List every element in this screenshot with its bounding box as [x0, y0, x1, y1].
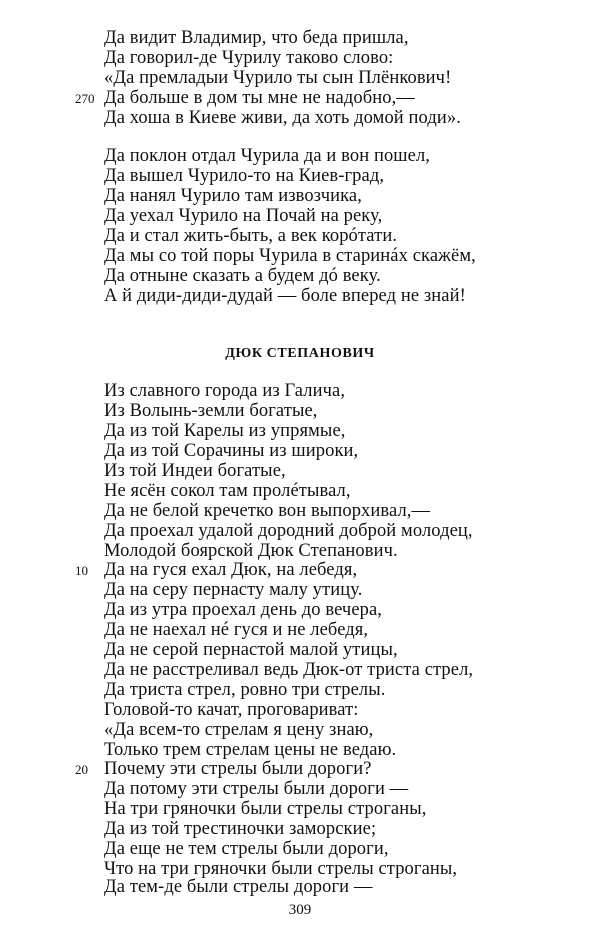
verse-line: Что на три гряночки были стрелы строганы, [104, 859, 458, 879]
verse-line: Не ясён сокол там пролéтывал, [104, 481, 351, 501]
verse-line: Почему эти стрелы были дороги? [104, 759, 372, 779]
verse-line: Да отныне сказать а будем дó веку. [104, 266, 381, 286]
verse-line: Да вышел Чурило-то на Киев-град, [104, 166, 385, 186]
verse-line: Да уехал Чурило на Почай на реку, [104, 206, 383, 226]
verse-line: Да проехал удалой дородний доброй молодец, [104, 521, 473, 541]
verse-line: Да и стал жить-быть, а век корóтати. [104, 226, 398, 246]
verse-line: Да на гуся ехал Дюк, на лебедя, [104, 560, 358, 580]
verse-line: Да не наехал нé гуся и не лебедя, [104, 620, 369, 640]
line-number: 270 [75, 91, 95, 106]
verse-line: Да из утра проехал день до вечера, [104, 600, 383, 620]
verse-line: Да на серу пернасту малу утицу. [104, 580, 363, 600]
verse-line: «Да всем-то стрелам я цену знаю, [104, 720, 374, 740]
verse-line: Молодой боярской Дюк Степанович. [104, 541, 398, 561]
verse-line: Да не серой пернастой малой утицы, [104, 640, 398, 660]
verse-line: Только трем стрелам цены не ведаю. [104, 740, 397, 760]
verse-line: «Да премладыи Чурило ты сын Плёнкович! [104, 68, 452, 88]
verse-line: Да больше в дом ты мне не надобно,— [104, 88, 415, 108]
verse-line: Головой-то качат, проговариват: [104, 700, 359, 720]
verse-line: На три гряночки были стрелы строганы, [104, 799, 427, 819]
verse-line: Да еще не тем стрелы были дороги, [104, 839, 389, 859]
verse-line: Да из той Карелы из упрямые, [104, 421, 346, 441]
verse-line: Из славного города из Галича, [104, 381, 346, 401]
poem-title: ДЮК СТЕПАНОВИЧ [225, 346, 375, 361]
line-number: 20 [75, 762, 88, 777]
verse-line: Да видит Владимир, что беда пришла, [104, 28, 409, 48]
verse-line: Да нанял Чурило там извозчика, [104, 186, 362, 206]
verse-line: Да потому эти стрелы были дороги — [104, 779, 409, 799]
verse-line: Из Волынь-земли богатые, [104, 401, 318, 421]
verse-line: Да хоша в Киеве живи, да хоть домой поди». [104, 108, 461, 128]
verse-line: Да из той трестиночки заморские; [104, 819, 377, 839]
verse-line: Да поклон отдал Чурила да и вон пошел, [104, 146, 431, 166]
page-number: 309 [288, 902, 312, 918]
line-number: 10 [75, 563, 88, 578]
verse-line: Да тем-де были стрелы дороги — [104, 877, 373, 897]
verse-line: Да из той Сорачины из широки, [104, 441, 359, 461]
verse-line: Да не белой кречетко вон выпорхивал,— [104, 501, 431, 521]
verse-line: Да мы со той поры Чурила в старинáх скажём, [104, 246, 476, 266]
verse-line: Да не расстреливал ведь Дюк-от триста стрел, [104, 660, 474, 680]
verse-line: Да триста стрел, ровно три стрелы. [104, 680, 386, 700]
verse-line: Да говорил-де Чурилу таково слово: [104, 48, 394, 68]
verse-line: А й диди-диди-дудай — боле вперед не знай! [104, 286, 466, 306]
verse-line: Из той Индеи богатые, [104, 461, 286, 481]
